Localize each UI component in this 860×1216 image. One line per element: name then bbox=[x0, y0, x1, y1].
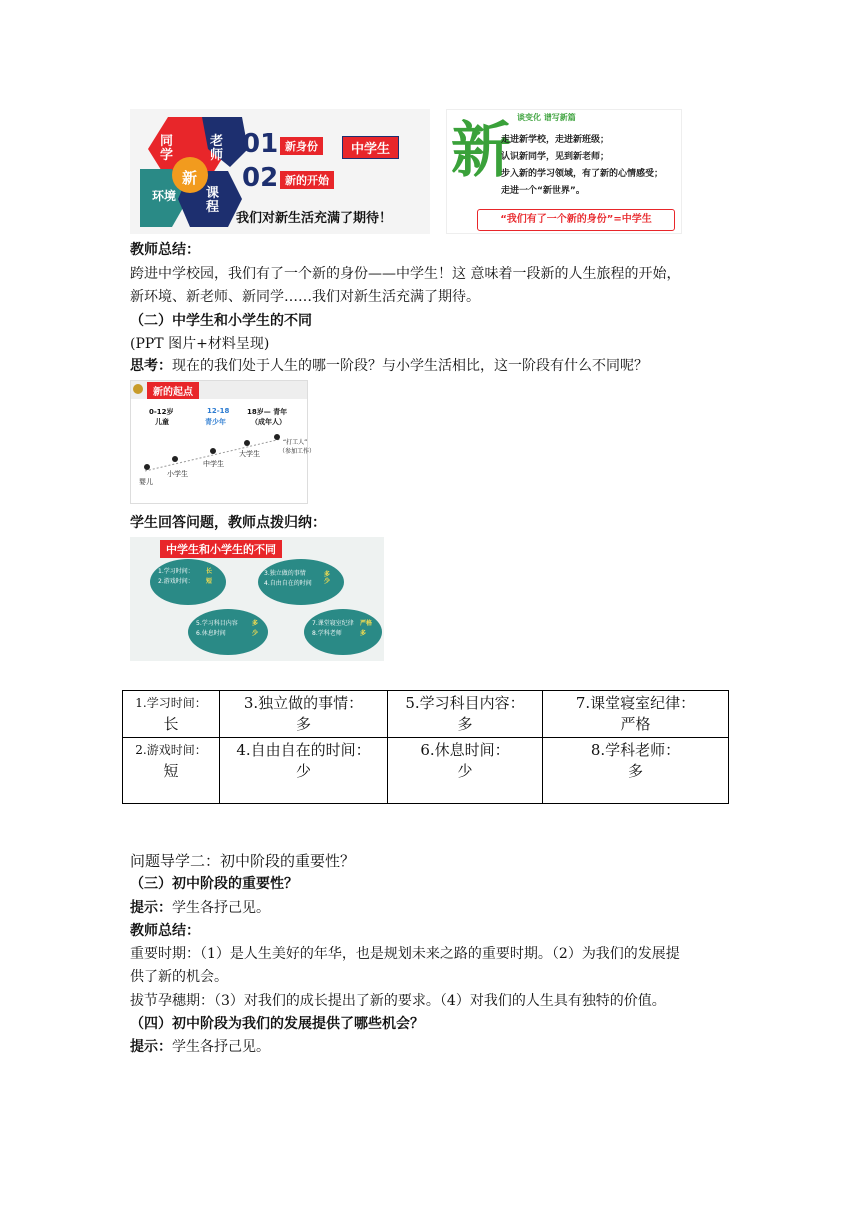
hint-line bbox=[130, 898, 270, 918]
summary-line: 新环境、新老师、新同学……我们对新生活充满了期待。 bbox=[130, 289, 480, 305]
summary-line: 拔节孕穗期：（3）对我们的成长提出了新的要求。（4）对我们的人生具有独特的价值。 bbox=[130, 993, 666, 1009]
section-heading: （二）中学生和小学生的不同 bbox=[130, 313, 312, 329]
diff-title: 中学生和小学生的不同 bbox=[160, 540, 282, 558]
summary-label: 教师总结： bbox=[130, 923, 200, 939]
step-label: 大学生 bbox=[239, 450, 260, 458]
stage-name: 儿童 bbox=[155, 418, 169, 426]
bubble-text: 7.课堂寝室纪律 8.学科老师 bbox=[312, 620, 354, 637]
identity-banner bbox=[477, 209, 675, 231]
change-line: 认识新同学，见到新老师； bbox=[501, 152, 610, 162]
big-new-character: 新 bbox=[451, 116, 511, 186]
change-line: 步入新的学习领域，有了新的心情感受； bbox=[501, 169, 664, 179]
step-label: “打工人” bbox=[283, 439, 308, 446]
think-text: 现在的我们处于人生的哪一阶段？与小学生活相比，这一阶段有什么不同呢？ bbox=[172, 358, 648, 374]
step-label: 婴儿 bbox=[139, 478, 153, 486]
answer-label: 学生回答问题，教师点拨归纳： bbox=[130, 515, 326, 531]
item1-tag: 新身份 bbox=[280, 137, 323, 155]
section-heading: （四）初中阶段为我们的发展提供了哪些机会？ bbox=[130, 1016, 424, 1032]
differences-image bbox=[130, 537, 384, 661]
table-row bbox=[123, 738, 729, 804]
step-label: 小学生 bbox=[167, 470, 188, 478]
hex-label-new: 新 bbox=[182, 169, 198, 187]
stage-age: 18岁— 青年 bbox=[247, 408, 288, 416]
hint-label: 提示： bbox=[130, 1039, 172, 1055]
table-cell: 3.独立做的事情： 多 bbox=[220, 691, 388, 738]
hint-line bbox=[130, 1037, 270, 1057]
table-cell: 1.学习时间： 长 bbox=[123, 691, 220, 738]
table-cell: 6.休息时间： 少 bbox=[388, 738, 543, 804]
identity-quote: “我们有了一个新的身份” bbox=[500, 214, 614, 225]
life-stages-image bbox=[130, 380, 316, 504]
ppt-note: (PPT 图片+材料呈现) bbox=[130, 336, 270, 352]
hint-text: 学生各抒己见。 bbox=[172, 900, 270, 916]
step-label: （参加工作） bbox=[279, 448, 316, 455]
bubble-tag: 严格 多 bbox=[360, 620, 373, 637]
bubble-tag: 长 短 bbox=[206, 568, 213, 585]
stage-age: 0-12岁 bbox=[149, 408, 174, 416]
table-cell: 7.课堂寝室纪律： 严格 bbox=[543, 691, 729, 738]
item1-number: 01 bbox=[242, 129, 279, 159]
bubble-tag: 多少 bbox=[324, 571, 331, 585]
image-header: 谈变化 谱写新篇 bbox=[517, 113, 576, 122]
change-line: 走进一个“新世界”。 bbox=[501, 186, 585, 196]
table-row bbox=[123, 691, 729, 738]
hint-label: 提示： bbox=[130, 900, 172, 916]
slogan-text: 我们对新生活充满了期待！ bbox=[236, 211, 393, 226]
summary-line: 跨进中学校园，我们有了一个新的身份——中学生！这 意味着一段新的人生旅程的开始， bbox=[130, 266, 681, 282]
stage-title: 新的起点 bbox=[147, 382, 199, 399]
table-cell: 8.学科老师： 多 bbox=[543, 738, 729, 804]
table-cell: 5.学习科目内容： 多 bbox=[388, 691, 543, 738]
summary-line: 重要时期：（1）是人生美好的年华，也是规划未来之路的重要时期。（2）为我们的发展提 bbox=[130, 946, 680, 962]
hex-label-teacher: 老师 bbox=[210, 134, 224, 163]
item2-number: 02 bbox=[242, 163, 279, 193]
section-heading: （三）初中阶段的重要性？ bbox=[130, 876, 298, 892]
summary-label: 教师总结： bbox=[130, 242, 200, 258]
bubble-text: 3.独立做的事情 4.自由自在的时间 bbox=[264, 570, 312, 587]
comparison-table bbox=[122, 690, 729, 804]
stage-age: 12-18 bbox=[207, 407, 230, 415]
change-list bbox=[501, 132, 663, 200]
table-cell: 2.游戏时间： 短 bbox=[123, 738, 220, 804]
bubble-text: 1.学习时间： 2.游戏时间： bbox=[158, 568, 194, 585]
bubble-text: 5.学习科目内容 6.休息时间 bbox=[196, 620, 238, 637]
hex-label-classmates: 同学 bbox=[160, 134, 174, 163]
stage-name: 青少年 bbox=[205, 418, 226, 426]
hex-label-environment: 环境 bbox=[152, 189, 177, 203]
table-cell: 4.自由自在的时间： 少 bbox=[220, 738, 388, 804]
stage-path-graphic bbox=[131, 381, 307, 505]
new-world-image bbox=[446, 109, 682, 234]
step-label: 中学生 bbox=[203, 460, 224, 468]
hint-text: 学生各抒己见。 bbox=[172, 1039, 270, 1055]
item1-badge: 中学生 bbox=[342, 136, 399, 159]
bubble-tag: 多 少 bbox=[252, 620, 259, 637]
think-question bbox=[130, 356, 648, 376]
summary-line: 供了新的机会。 bbox=[130, 969, 228, 985]
guide-title: 问题导学二：初中阶段的重要性？ bbox=[130, 852, 356, 870]
change-line: 走进新学校，走进新班级； bbox=[501, 135, 610, 145]
new-identity-image bbox=[130, 109, 430, 234]
identity-eq: =中学生 bbox=[613, 214, 652, 225]
hex-label-course: 课程 bbox=[206, 186, 220, 215]
item2-tag: 新的开始 bbox=[280, 171, 334, 189]
think-label: 思考： bbox=[130, 358, 172, 374]
stage-name: （成年人） bbox=[251, 418, 286, 426]
